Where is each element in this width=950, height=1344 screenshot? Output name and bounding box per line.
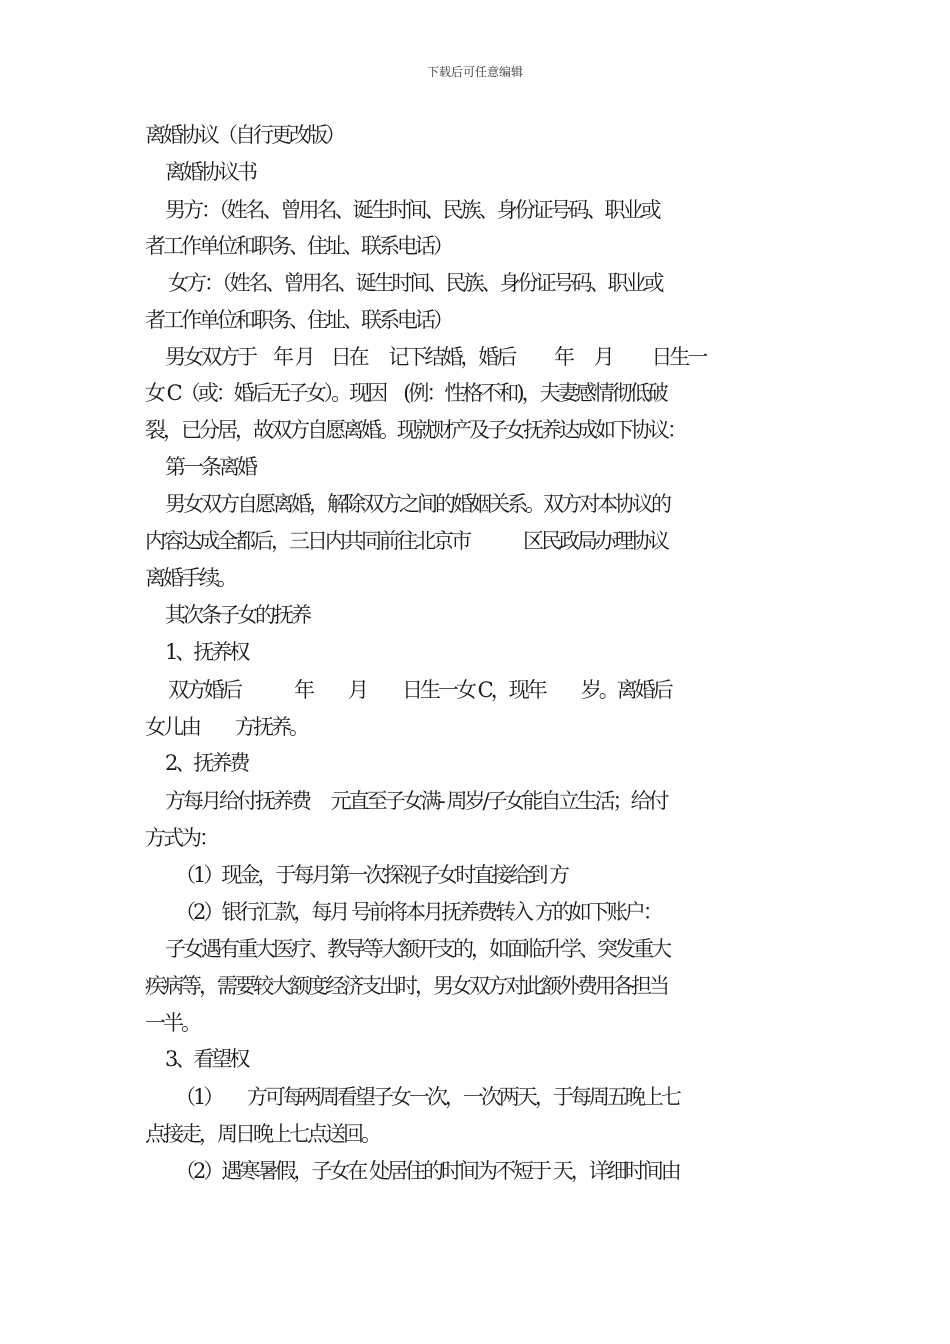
text-line: 女儿由 方抚养。: [145, 715, 307, 739]
subsection-heading: 2、抚养费: [165, 751, 248, 775]
text-line: 一半。: [145, 1011, 199, 1035]
text-line: 点接走，周日晚上七点送回。: [145, 1122, 379, 1146]
text-line: 离婚手续。: [145, 566, 235, 590]
text-line: （2）银行汇款，每月 号前将本月抚养费转入 方的如下账户：: [175, 900, 661, 924]
article-heading: 其次条子女的抚养: [165, 603, 309, 627]
text-line: 女方：（姓名、曾用名、诞生时间、民族、身份证号码、职业或: [168, 271, 662, 295]
text-line: 双方婚后 年 月 日生一女 C，现年 岁。离婚后: [168, 678, 671, 702]
text-line: 者工作单位和职务、住址、联系电话）: [145, 308, 451, 332]
text-line: 者工作单位和职务、住址、联系电话）: [145, 234, 451, 258]
section-heading: 离婚协议书: [165, 160, 255, 184]
page-header-note: 下载后可任意编辑: [426, 65, 523, 79]
text-line: （1） 方可每两周看望子女一次，一次两天，于每周五晚上七: [175, 1085, 679, 1109]
document-title: 离婚协议（自行更改版）: [145, 123, 343, 147]
article-heading: 第一条离婚: [165, 455, 255, 479]
text-line: 方每月给付抚养费 元直至子女满- 周岁/子女能自立生活；给付: [165, 789, 667, 813]
text-line: 裂，已分居，故双方自愿离婚。现就财产及子女抚养达成如下协议：: [145, 418, 685, 442]
text-line: （1）现金，于每月第一次探视子女时直接给到 方: [175, 863, 568, 887]
subsection-heading: 1、抚养权: [165, 640, 248, 664]
text-line: 男女双方于 年 月 日在 记下结婚，婚后 年 月 日生一: [165, 345, 706, 369]
text-line: 疾病等，需要较大额度经济支出时，男女双方对此额外费用各担当: [145, 974, 667, 998]
text-line: 男方：（姓名、曾用名、诞生时间、民族、身份证号码、职业或: [165, 198, 659, 222]
text-line: 方式为：: [145, 826, 217, 850]
text-line: 子女遇有重大医疗、教导等大额开支的，如面临升学、突发重大: [165, 937, 669, 961]
text-line: 男女双方自愿离婚，解除双方之间的婚姻关系。双方对本协议的: [165, 492, 669, 516]
text-line: （2）遇寒暑假，子女在 处居住的时间为不短于 天，详细时间由: [175, 1159, 679, 1183]
text-line: 女 C（或：婚后无子女）。现因 (例：性格不和)，夫妻感情彻低破: [145, 381, 666, 405]
subsection-heading: 3、看望权: [165, 1047, 248, 1071]
text-line: 内容达成全都后，三日内共同前往北京市 区民政局办理协议: [145, 529, 667, 553]
